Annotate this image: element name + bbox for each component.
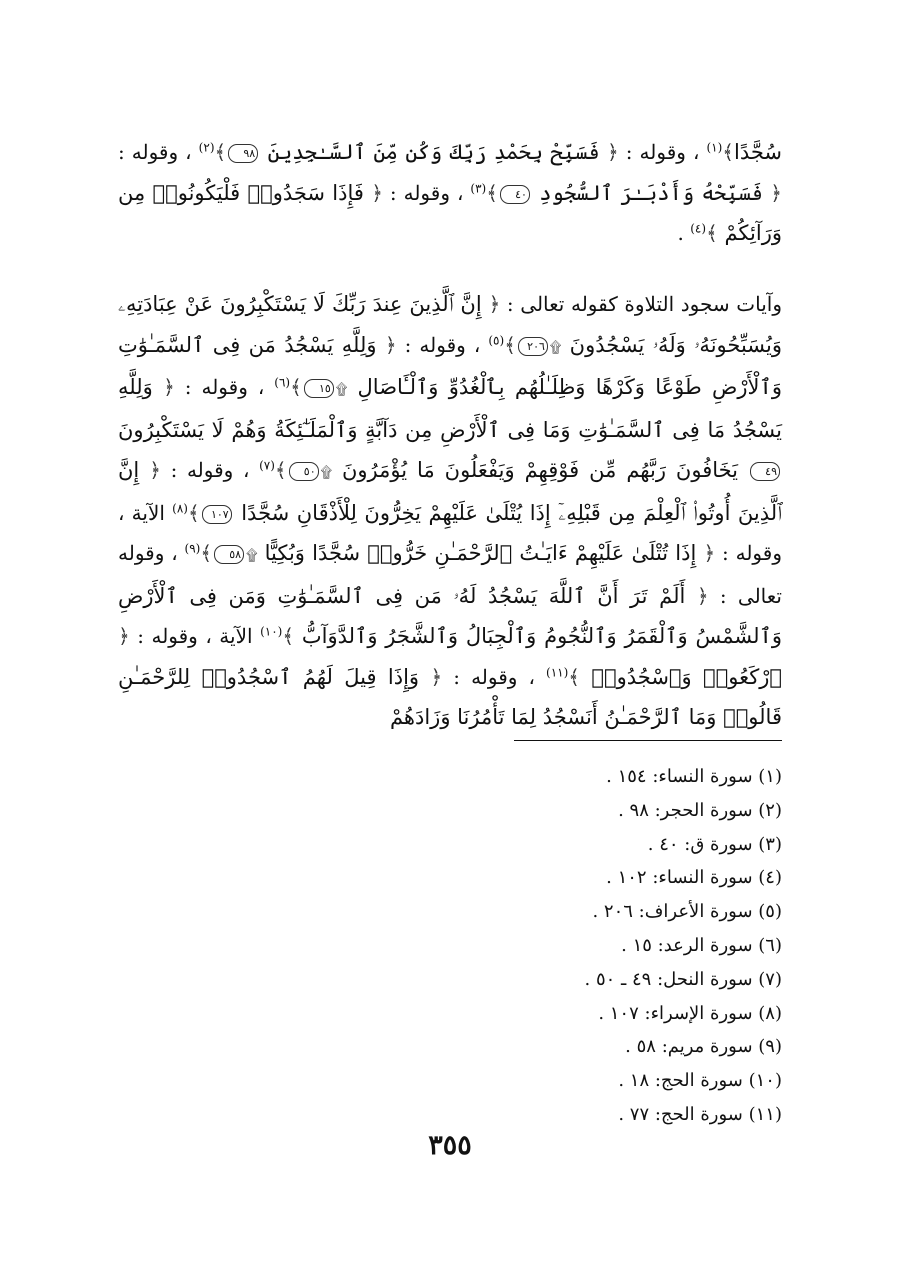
quran-text: إِذَا تُتْلَىٰ عَلَيْهِمْ ءَايَـٰتُ ٱلرَّحْمَـٰنِ خَرُّوا۟ سُجَّدًا وَبُكِيًّا (257, 541, 704, 565)
sajda-sign-icon: ۩ (246, 546, 258, 564)
footnote-ref: (٨) (172, 500, 188, 515)
ornate-bracket: ﴾ (504, 332, 516, 357)
ornate-bracket: ﴿ (607, 140, 619, 164)
quran-text: إِنَّ ٱلَّذِينَ عِندَ رَبِّكَ لَا يَسْتَكْبِرُونَ عَنْ عِبَادَتِهِۦ وَيُسَبِّحُونَهُۥ وَلَهُۥ يَسْجُدُونَ (118, 292, 782, 357)
ornate-bracket: ﴾ (722, 140, 734, 164)
ornate-bracket: ﴾ (486, 180, 498, 205)
prose-text: ، وقوله : (442, 664, 547, 689)
footnote-ref: (٣) (470, 180, 487, 195)
verse-number-marker: ٩٨ (228, 144, 258, 163)
quran-text: فَسَبِّحْهُ وَأَدْبَـٰرَ ٱلسُّجُودِ (531, 180, 771, 205)
verse-number-marker: ٤٩ (750, 462, 780, 481)
footnote-ref: (٥) (488, 332, 505, 347)
prose-text: ، وقوله : (618, 140, 707, 164)
paragraph-sujood-tilawah (118, 284, 782, 738)
ornate-bracket: ﴾ (282, 624, 295, 648)
footnote-ref: (٩) (184, 541, 201, 556)
ornate-bracket: ﴿ (430, 664, 443, 689)
quran-text: وَلِلَّهِ يَسْجُدُ مَا فِى ٱلسَّمَـٰوَٰتِ وَمَا فِى ٱلْأَرْضِ مِن دَآبَّةٍ وَٱلْمَلَـٰٓئِكَةُ وَهُمْ لَا يَسْتَكْبِرُونَ (118, 375, 782, 442)
prose-text: ، وقوله : (174, 375, 275, 399)
footnote-separator (514, 740, 782, 741)
ornate-bracket: ﴾ (187, 500, 200, 525)
footnote: (٨) سورة الإسراء: ١٠٧ . (598, 1002, 782, 1024)
page-number: ٣٥٥ (428, 1130, 472, 1161)
ornate-bracket: ﴿ (118, 624, 130, 648)
footnote: (٤) سورة النساء: ١٠٢ . (606, 867, 782, 889)
quran-text: وَلِلَّهِ يَسْجُدُ مَن فِى ٱلسَّمَـٰوَٰتِ وَٱلْأَرْضِ طَوْعًا وَكَرْهًا وَظِلَـٰلُهُم بِٱلْغُدُوِّ وَٱلْـَٔاصَالِ (118, 332, 782, 399)
ornate-bracket: ﴾ (274, 458, 287, 482)
ornate-bracket: ﴿ (703, 541, 716, 565)
footnote-ref: (١) (706, 140, 723, 155)
prose-text: ، وقوله : (396, 332, 489, 357)
ornate-bracket: ﴿ (488, 292, 501, 316)
prose-text: الآية ، وقوله : (129, 624, 261, 648)
quran-text: وَإِذَا قِيلَ لَهُمُ ٱسْجُدُوا۟ لِلرَّحْمَـٰنِ قَالُوا۟ وَمَا ٱلرَّحْمَـٰنُ أَنَسْجُدُ لِمَا تَأْمُرُنَا وَزَادَهُمْ (118, 664, 782, 729)
quran-text: فَإِذَا سَجَدُوا۟ فَلْيَكُونُوا۟ مِن وَرَآئِكُمْ (118, 180, 782, 245)
quran-text: إِنَّ ٱلَّذِينَ أُوتُوا۟ ٱلْعِلْمَ مِن قَبْلِهِۦٓ إِذَا يُتْلَىٰ عَلَيْهِمْ يَخِرُّونَ لِلْأَذْقَانِ سُجَّدًا (118, 458, 782, 525)
quran-text: سُجَّدًا (733, 140, 782, 164)
quran-text: أَلَمْ تَرَ أَنَّ ٱللَّهَ يَسْجُدُ لَهُۥ مَن فِى ٱلسَّمَـٰوَٰتِ وَمَن فِى ٱلْأَرْضِ وَٱلشَّمْسُ وَٱلْقَمَرُ وَٱلنُّجُومُ وَٱلْجِبَالُ وَٱلشَّجَرُ وَٱلدَّوَآبُّ (118, 583, 782, 648)
ornate-bracket: ﴾ (568, 664, 581, 689)
footnotes-list (362, 760, 782, 1132)
quran-text: ٱرْكَعُوا۟ وَٱسْجُدُوا۟ (580, 664, 782, 689)
ornate-bracket: ﴿ (371, 180, 383, 205)
quran-text: فَسَبِّحْ بِحَمْدِ رَبِّكَ وَكُن مِّنَ ٱلسَّـٰجِدِينَ (260, 140, 608, 164)
prose-text: ، وقوله : (382, 180, 471, 205)
verse-number-marker: ١٠٧ (202, 505, 232, 524)
ornate-bracket: ﴿ (696, 583, 709, 608)
ornate-bracket: ﴿ (163, 375, 175, 399)
ornate-bracket: ﴾ (200, 541, 213, 565)
footnote: (٧) سورة النحل: ٤٩ ـ ٥٠ . (584, 968, 782, 990)
sajda-sign-icon: ۩ (335, 380, 348, 398)
footnote-ref: (٤) (690, 221, 707, 236)
footnote: (٣) سورة ق: ٤٠ . (647, 833, 782, 855)
ornate-bracket: ﴿ (384, 332, 397, 357)
verse-number-marker: ١٥ (304, 379, 334, 398)
ornate-bracket: ﴿ (149, 458, 161, 482)
verse-number-marker: ٢٠٦ (518, 337, 548, 356)
footnote-ref: (٦) (274, 375, 291, 390)
quran-text: يَخَافُونَ رَبَّهُم مِّن فَوْقِهِمْ وَيَفْعَلُونَ مَا يُؤْمَرُونَ (332, 458, 748, 482)
sajda-sign-icon: ۩ (320, 463, 333, 481)
footnote-ref: (٢) (198, 140, 215, 155)
footnote-ref: (١٠) (260, 624, 283, 639)
ornate-bracket: ﴾ (214, 140, 227, 164)
verse-number-marker: ٥٨ (214, 545, 244, 564)
verse-number-marker: ٤٠ (500, 185, 530, 204)
ornate-bracket: ﴾ (706, 221, 718, 245)
footnote: (٩) سورة مريم: ٥٨ . (625, 1036, 782, 1058)
prose-text: ، وقوله : (160, 458, 260, 482)
footnote: (٥) سورة الأعراف: ٢٠٦ . (592, 901, 782, 923)
footnote: (١٠) سورة الحج: ١٨ . (618, 1070, 782, 1092)
prose-text: الآية ، وقوله : (118, 500, 782, 565)
prose-text: ، وقوله : (118, 140, 199, 164)
footnote-ref: (٧) (259, 458, 275, 473)
footnote: (٢) سورة الحجر: ٩٨ . (618, 799, 782, 821)
footnote-ref: (١١) (546, 664, 569, 679)
prose-text: . (677, 221, 691, 245)
footnote: (٦) سورة الرعد: ١٥ . (621, 934, 782, 956)
prose-text: وآيات سجود التلاوة كقوله تعالى : (500, 292, 782, 316)
sajda-sign-icon: ۩ (549, 337, 562, 356)
ornate-bracket: ﴾ (290, 375, 302, 399)
paragraph-sujood-tasbeeh (118, 132, 782, 254)
prose-text: ، وقوله تعالى : (118, 541, 782, 608)
verse-number-marker: ٥٠ (289, 462, 319, 481)
ornate-bracket: ﴿ (770, 180, 782, 205)
footnote: (١١) سورة الحج: ٧٧ . (618, 1103, 782, 1125)
footnote: (١) سورة النساء: ١٥٤ . (606, 766, 782, 787)
